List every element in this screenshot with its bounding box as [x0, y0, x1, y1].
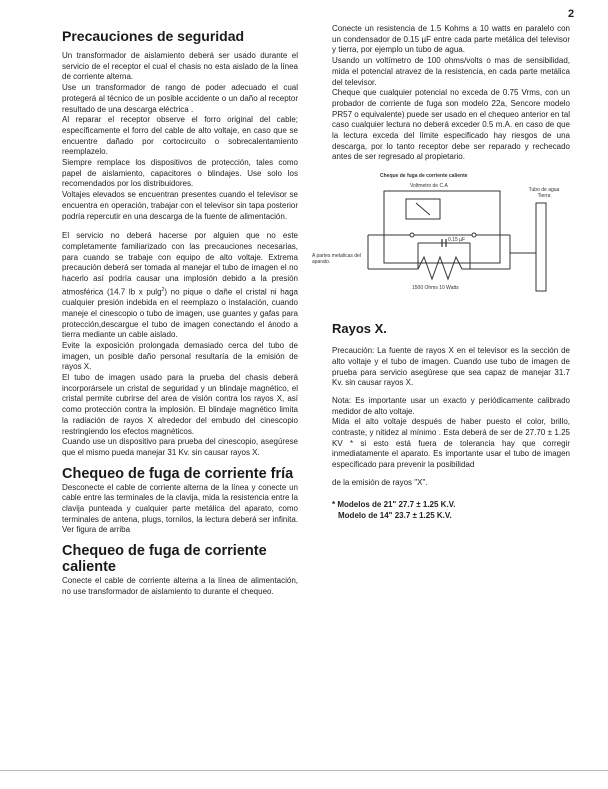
model-14-voltage: Modelo de 14" 23.7 ± 1.25 K.V. — [338, 510, 452, 520]
paragraph — [62, 231, 298, 341]
bottom-rule — [0, 770, 608, 771]
heading-safety-precautions: Precauciones de seguridad — [62, 28, 245, 44]
heading-hot-leakage-check: Chequeo de fuga de corriente caliente — [62, 543, 267, 576]
paragraph: Nota: Es importante usar un exacto y periódicamente calibrado medidor de alto voltaje. — [332, 395, 570, 416]
voltmeter-frame — [384, 191, 500, 263]
terminal-left — [410, 233, 414, 237]
water-pipe — [536, 203, 546, 291]
left-column — [62, 24, 298, 598]
paragraph: Conecte un resistencia de 1.5 Kohms a 10 watts en paralelo con un condensador de 0.15 µF entre cada parte metálica del televisor y tierra, por ejemplo un tubo de agua. — [332, 24, 570, 55]
paragraph: Siempre remplace los dispositivos de protección, tales como papel de aislamiento, capacitores o blindajes. Use solo los recomendados por los distribuidores. — [62, 158, 298, 189]
heading-cold-leakage-check: Chequeo de fuga de corriente fría — [62, 465, 294, 482]
voltmeter-label: Voltmetro de C.A — [410, 183, 448, 190]
capacitor-label: 0.15 µF — [448, 237, 466, 244]
right-column — [312, 24, 570, 521]
paragraph: Desconecte el cable de corriente alterna de la línea y conecte un cable entre las terminales de la clavija, mida la resistencia entre la clavija punteada y cualquier parte metálica del aparato, como terminales de antena, plugs, tornilos, la lectura deberá ser infinita. Ver figura de arriba — [62, 482, 298, 535]
paragraph: Evite la exposición prolongada demasiado cerca del tubo de imagen, un posible daño personal resultaría de la emisión de rayos X. — [62, 340, 298, 372]
paragraph: Mida el alto voltaje después de haber puesto el color, brillo, contraste, y nitidez al mínimo . Esta deberá de ser de 27.70 ± 1.25 KV * si esto está fuera de tolerancia hay que corregir inmediatamente el aparato. Es importante usar el tubo de imagen especificado para prevenir la posibilidad — [332, 417, 570, 470]
terminal-right — [472, 233, 476, 237]
hot-leakage-diagram — [310, 173, 570, 305]
text-span: El servicio no deberá hacerse por alguien que no este completamente familiarizado con las precauciones necesarias, para cuando se trabaje con equipo de alto voltaje. Extrema precaución deberá ser tomada al manejar el tubo de imagen el no hacerlo así podría causar una implosión debido a la presión atmosférica (14.7 lb x pulg — [62, 231, 298, 297]
heading-xrays: Rayos X. — [332, 321, 387, 337]
paragraph: Use un transformador de rango de poder adecuado el cual protegerá al técnico de un posible accidente o un daño al receptor resultado de una descarga eléctrica . — [62, 83, 298, 114]
paragraph: Usando un voltímetro de 100 ohms/volts o mas de sensibilidad, mida el potencial atravez de la resistencia, en cada parte metálica del televisor. — [332, 56, 570, 87]
paragraph: Conecte el cable de corriente alterna a la línea de alimentación, no use transformador de aislamiento to durante el chequeo. — [62, 576, 298, 596]
water-pipe-label: Tubo de agua Tierra — [528, 187, 560, 200]
paragraph: Precaución: La fuente de rayos X en el televisor es la sección de alto voltaje y el tubo de imagen. Cuando use tubo de imagen de prueba para servicio asegúrese que sea capaz de manejar 31.7 Kv. sin causar rayos X. — [332, 346, 570, 388]
superscript: 2 — [161, 286, 165, 293]
paragraph: de la emisión de rayos "X". — [332, 477, 428, 487]
resistor-zigzag — [396, 257, 510, 279]
paragraph: El tubo de imagen usado para la prueba del chasis deberá incorporársele un cristal de seguridad y un blindaje magnético, el cristal permite cubrirse del area de visión contra los rayos X, así como protección contra la implosión. El blindaje magnético limita la radiación de rayos X alrededor del embudo del cinescopio restringiendo los efectos magnéticos. — [62, 373, 298, 436]
voltmeter-needle — [416, 203, 430, 215]
paragraph: Al reparar el receptor observe el forro original del cable; específicamente el forro del cable de alto voltaje, en caso que se encuentre dañado por cortocircuito o sobrecalentamiento reemplazelo. — [62, 115, 298, 157]
paragraph: Cheque que cualquier potencial no exceda de 0.75 Vrms, con un probador de corriente de fuga son modelo 22a, Sencore modelo PR57 o equivalente) puede ser usado en el chequeo anterior en tal caso cualquier lectura no deberá exceder 0.5 m.A. en caso de que la lectura exceda del límite especificado hay riesgos de una descarga, por lo tanto receptor debe ser reparado y rechecado antes de ser regresado al propietario. — [332, 88, 570, 162]
paragraph: Voltajes elevados se encuentran presentes cuando el televisor se encuentra en operación, trabajar con el televisor sin tapa posterior podría repercutir en una descarga de la fuente de alimentación. — [62, 190, 298, 221]
resistor-label: 1500 Ohms 10 Watts — [412, 285, 459, 292]
model-21-voltage: * Modelos de 21" 27.7 ± 1.25 K.V. — [332, 499, 456, 509]
page-number: 2 — [568, 8, 575, 20]
diagram-title: Cheque de fuga de corriente caliente — [380, 173, 468, 180]
paragraph: Cuando use un dispositivo para prueba del cinescopio, asegúrese que el mismo pueda manejar 31 Kv. sin causar rayos X. — [62, 437, 298, 457]
text-span: ) no pique o dañe el cristal ni haga cualquier presión indebida en el reemplazo o instalación, cuando maneje el cinescopio o tubo de imagen, use guantes y gafas para protección,descargue el tubo de imagen conectando el ánodo a tierra mediante un cable aislado. — [62, 287, 299, 340]
model-voltages — [332, 499, 570, 521]
paragraph: Un transformador de aislamiento deberá ser usado durante el servicio de el receptor el cual el chasis no esta aislado de la línea de corriente alterna. — [62, 51, 298, 82]
metal-parts-label: A partes metalicas del aparato. — [312, 253, 361, 266]
